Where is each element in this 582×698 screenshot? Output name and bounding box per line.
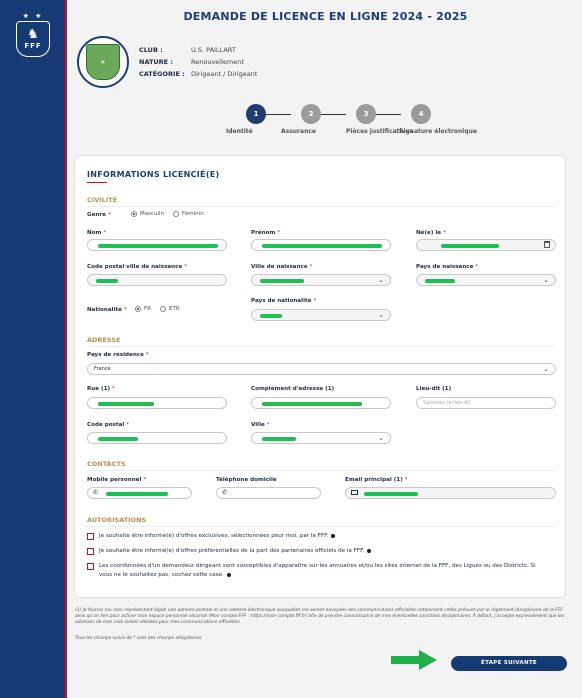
cp-naissance-label-text: Code postal ville de naissance (87, 264, 183, 270)
tel-domicile-label (216, 477, 277, 483)
redacted-value (262, 437, 296, 441)
nom-label-text: Nom (87, 230, 102, 236)
mobile-label-text: Mobile personnel (87, 477, 142, 483)
nature-label: NATURE : (139, 58, 173, 66)
nom-label: Nom * (87, 230, 107, 236)
autorisation-offres-fff[interactable] (87, 532, 335, 541)
lieu-dit-label (416, 386, 451, 392)
redacted-value (98, 244, 218, 248)
chevron-down-icon: ⌄ (543, 276, 549, 284)
option-label: ETR (169, 306, 180, 312)
form-title: INFORMATIONS LICENCIÉ(E) (87, 170, 220, 179)
redacted-value (96, 279, 118, 283)
prenom-label-text: Prénom (251, 230, 276, 236)
sidebar (0, 0, 67, 698)
footnote: (1) Je fournis (ou mon représentant légal) une adresse postale et une adresse électronique auxquelles me seront envoyées des communications officielles notamment celles prévues par le règlement disciplinaire de la FFF ainsi qu'un lien pour activer mon espace personnel sécurisé (Mon compte FFF : https://mon-compte.fff.fr) afin de prendre connaissance de mes éventuelles sanctions disciplinaires. À défaut, j'accepte expressément que les adresses de mon club soient utilisées pour mes communications officielles. (75, 608, 565, 625)
info-dot-icon (227, 573, 231, 577)
step-number: 2 (301, 104, 321, 124)
step-label: Signature électronique (399, 128, 477, 135)
section-adresse: ADRESSE (87, 336, 121, 344)
step-label: Pièces justificatives (346, 128, 414, 135)
club-info (139, 44, 257, 80)
nature-value: Renouvellement (191, 58, 244, 66)
divider (87, 470, 555, 471)
info-dot-icon (331, 534, 335, 538)
step-label: Identité (226, 128, 253, 135)
pays-residence-value: France (94, 366, 111, 372)
ne-le-label-text: Né(e) le (416, 230, 442, 236)
lieu-dit-label-text: Lieu-dit (1) (416, 386, 452, 392)
stepper (221, 104, 477, 144)
divider (87, 346, 555, 347)
redacted-value (364, 492, 418, 496)
divider (87, 206, 555, 207)
chevron-down-icon: ⌄ (378, 276, 384, 284)
checkbox[interactable] (87, 533, 94, 540)
prenom-input[interactable] (251, 239, 391, 251)
rooster-icon: ♞ (27, 27, 39, 42)
email-input[interactable] (345, 487, 556, 499)
radio-icon (160, 306, 166, 312)
tel-domicile-label-text: Téléphone domicile (216, 477, 277, 483)
genre-label: Genre * (87, 212, 111, 218)
email-label: Email principal (1) * (345, 477, 408, 483)
pays-nationalite-label-text: Pays de nationalité (251, 298, 312, 304)
prenom-label: Prénom * (251, 230, 281, 236)
checkbox[interactable] (87, 548, 94, 555)
code-postal-label-text: Code postal (87, 422, 125, 428)
nationalite-label-text: Nationalité (87, 307, 122, 313)
step-label: Assurance (281, 128, 316, 135)
ville-naissance-select[interactable] (251, 274, 391, 286)
code-postal-input[interactable] (87, 432, 227, 444)
nom-input[interactable] (87, 239, 227, 251)
phone-icon: ✆ (93, 489, 99, 496)
autorisation-label: Je souhaite être informé(e) d'offres préférentielles de la part des partenaires officiels de la FFF. (99, 548, 365, 554)
lieu-dit-placeholder: Saisissez le lieu-dit (423, 400, 471, 406)
next-step-button[interactable]: ÉTAPE SUIVANTE (451, 656, 567, 671)
section-contacts: CONTACTS (87, 460, 126, 468)
chevron-down-icon: ⌄ (543, 365, 549, 373)
radio-icon (131, 211, 137, 217)
radio-icon (173, 211, 179, 217)
chevron-down-icon: ⌄ (378, 311, 384, 319)
mail-icon (351, 490, 358, 495)
rue-label-text: Rue (1) (87, 386, 111, 392)
redacted-value (98, 402, 154, 406)
genre-option-feminin[interactable] (173, 211, 204, 217)
stars-icon: ★ ★ (22, 12, 44, 20)
club-label: CLUB : (139, 46, 163, 54)
mobile-label: Mobile personnel * (87, 477, 147, 483)
autorisation-label: Les coordonnées d'un demandeur dirigeant sont susceptibles d'apparaître sur les annuaires et/ou les sites internet de la FFF, des Ligues ou des Districts. Si vous ne le souhaitez pas, cochez cette case. (99, 563, 536, 578)
redacted-value (262, 402, 362, 406)
cp-naissance-label: Code postal ville de naissance * (87, 264, 188, 270)
code-postal-label: Code postal * (87, 422, 129, 428)
pays-nationalite-select[interactable] (251, 309, 391, 321)
fff-logo (14, 12, 52, 60)
pays-naissance-label: Pays de naissance * (416, 264, 479, 270)
step-number: 1 (246, 104, 266, 124)
pays-naissance-select[interactable] (416, 274, 556, 286)
ville-naissance-label: Ville de naissance * (251, 264, 313, 270)
complement-label-text: Complément d'adresse (1) (251, 386, 335, 392)
lieu-dit-input[interactable] (416, 397, 556, 409)
club-logo (77, 36, 129, 88)
birth-date-input[interactable] (416, 239, 556, 251)
option-label: Masculin (140, 211, 165, 217)
autorisation-annuaires[interactable] (87, 562, 537, 580)
mobile-input[interactable] (87, 487, 192, 499)
step-signature[interactable] (391, 104, 477, 135)
autorisation-text (99, 562, 537, 580)
nationalite-option-etr[interactable] (160, 306, 180, 312)
rue-input[interactable] (87, 397, 227, 409)
step-identite[interactable] (226, 104, 286, 135)
option-label: Féminin (182, 211, 204, 217)
pays-nationalite-label: Pays de nationalité * (251, 298, 317, 304)
phone-icon: ✆ (222, 489, 228, 496)
nationalite-label: Nationalité * (87, 307, 127, 313)
autorisation-offres-partenaires[interactable] (87, 547, 371, 556)
chevron-down-icon: ⌄ (378, 434, 384, 442)
nationalite-option-fr[interactable] (135, 306, 151, 312)
redacted-value (441, 244, 499, 248)
redacted-value (262, 244, 382, 248)
form-card (74, 155, 566, 598)
step-number: 3 (356, 104, 376, 124)
option-label: FR (144, 306, 151, 312)
main-content (69, 0, 582, 698)
title-underline (87, 182, 107, 183)
ne-le-label: Né(e) le * (416, 230, 446, 236)
pays-residence-label: Pays de résidence * (87, 352, 149, 358)
genre-radio-group (131, 211, 213, 217)
step-number: 4 (411, 104, 431, 124)
cp-naissance-input[interactable] (87, 274, 227, 286)
pays-residence-label-text: Pays de résidence (87, 352, 144, 358)
page-title: DEMANDE DE LICENCE EN LIGNE 2024 - 2025 (183, 10, 468, 23)
calendar-icon[interactable] (544, 241, 550, 248)
pays-naissance-label-text: Pays de naissance (416, 264, 474, 270)
ville-label: Ville * (251, 422, 270, 428)
fff-shield-icon (16, 21, 50, 57)
pays-residence-select[interactable] (87, 363, 556, 375)
radio-icon (135, 306, 141, 312)
section-civilite: CIVILITÉ (87, 196, 118, 204)
ville-select[interactable] (251, 432, 391, 444)
categorie-label: CATÉGORIE : (139, 70, 185, 78)
autorisation-text (99, 547, 371, 556)
redacted-value (106, 492, 168, 496)
club-crest-icon: ⚜ (86, 44, 120, 80)
rue-label: Rue (1) * (87, 386, 115, 392)
fff-logo-text: FFF (24, 42, 42, 50)
ville-label-text: Ville (251, 422, 265, 428)
redacted-value (98, 437, 138, 441)
nationalite-radio-group (135, 306, 189, 312)
genre-label-text: Genre (87, 212, 106, 218)
arrow-right-icon (391, 650, 437, 670)
genre-option-masculin[interactable] (131, 211, 164, 217)
complement-label (251, 386, 334, 392)
categorie-value: Dirigeant / Dirigeant (191, 70, 258, 78)
email-label-text: Email principal (1) (345, 477, 403, 483)
info-dot-icon (367, 549, 371, 553)
divider (87, 526, 555, 527)
step-pieces[interactable] (336, 104, 414, 135)
autorisation-text (99, 532, 335, 541)
ville-naissance-label-text: Ville de naissance (251, 264, 308, 270)
required-fields-note: Tous les champs suivis de * sont des champs obligatoires. (75, 636, 203, 641)
redacted-value (260, 314, 282, 318)
autorisation-label: Je souhaite être informé(e) d'offres exclusives, sélectionnées pour moi, par la FFF. (99, 533, 329, 539)
section-autorisations: AUTORISATIONS (87, 516, 147, 524)
club-value: U.S. PAILLART (191, 46, 236, 54)
step-assurance[interactable] (281, 104, 341, 135)
tel-domicile-input[interactable] (216, 487, 321, 499)
checkbox[interactable] (87, 563, 94, 570)
complement-input[interactable] (251, 397, 391, 409)
redacted-value (425, 279, 455, 283)
redacted-value (260, 279, 304, 283)
